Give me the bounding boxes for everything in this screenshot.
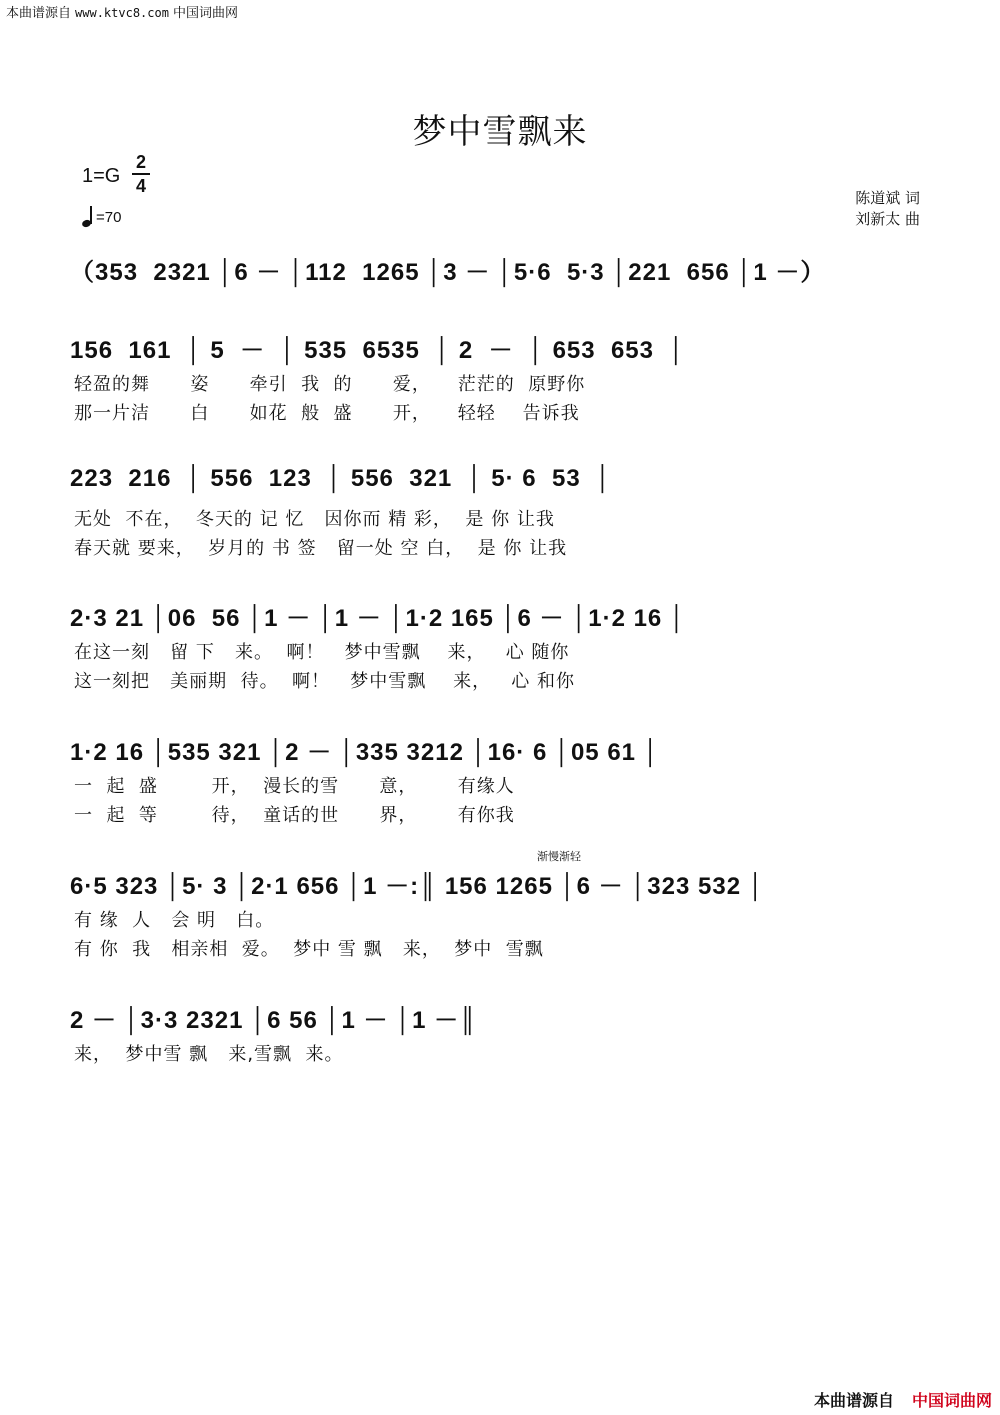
bottom-source-site[interactable]: 中国词曲网	[911, 1391, 992, 1410]
lyric-verse-1: 无处 不在， 冬天的 记 忆 因你而 精 彩， 是 你 让我	[74, 509, 555, 530]
lyric-verse-1: 轻盈的舞 姿 牵引 我 的 爱， 茫茫的 原野你	[74, 374, 586, 395]
lyric-verse-2: 一 起 等 待， 童话的世 界， 有你我	[74, 805, 515, 826]
tempo-value: =70	[96, 209, 122, 226]
meter-bottom: 4	[135, 176, 146, 196]
notation-line: 2·3 21 │06 56 │1 － │1 － │1·2 165 │6 － │1·2 16 │	[70, 605, 686, 632]
source-site: 中国词曲网	[172, 6, 238, 21]
notation-line: 2 － │3·3 2321 │6 56 │1 － │1 －║	[70, 1007, 478, 1034]
composer: 刘新太 曲	[855, 210, 920, 228]
bottom-source-banner	[814, 1388, 992, 1411]
notation-line: 223 216 │ 556 123 │ 556 321 │ 5· 6 53 │	[70, 465, 612, 492]
song-title: 梦中雪飘来	[412, 112, 588, 152]
lyric-verse-2: 有 你 我 相亲相 爱。 梦中 雪 飘 来， 梦中 雪飘	[74, 939, 544, 960]
quarter-note-icon	[82, 205, 96, 227]
meter-top: 2	[135, 152, 146, 172]
bottom-source-text: 本曲谱源自	[813, 1391, 894, 1410]
source-text: 本曲谱源自	[6, 6, 72, 21]
notation-line: 6·5 323 │5· 3 │2·1 656 │1 －:║ 156 1265 │6 － │323 532 │	[70, 873, 765, 900]
tempo-mark	[82, 205, 121, 227]
source-banner	[6, 2, 238, 21]
source-url[interactable]: www.ktvc8.com	[75, 6, 169, 20]
lyric-verse-2: 这一刻把 美丽期 待。 啊！ 梦中雪飘 来， 心 和你	[74, 671, 575, 692]
key-signature: 1=G	[82, 165, 121, 187]
notation-line: 156 161 │ 5 － │ 535 6535 │ 2 － │ 653 653 │	[70, 337, 686, 364]
lyric-verse-1: 有 缘 人 会 明 白。	[74, 910, 275, 931]
expression-mark: 渐慢渐轻	[537, 850, 581, 863]
time-signature	[132, 152, 150, 196]
meter-bar	[132, 173, 150, 175]
notation-line: 1·2 16 │535 321 │2 － │335 3212 │16· 6 │05 61 │	[70, 739, 660, 766]
lyric-verse-1: 来， 梦中雪 飘 来,雪飘 来。	[74, 1044, 344, 1065]
lyric-verse-2: 那一片洁 白 如花 般 盛 开， 轻轻 告诉我	[74, 403, 580, 424]
notation-line: （353 2321 │6 － │112 1265 │3 － │5·6 5·3 │221 656 │1 －）	[70, 259, 826, 286]
lyric-verse-1: 在这一刻 留 下 来。 啊！ 梦中雪飘 来， 心 随你	[74, 642, 570, 663]
lyric-verse-1: 一 起 盛 开， 漫长的雪 意， 有缘人	[74, 776, 515, 797]
lyric-verse-2: 春天就 要来， 岁月的 书 签 留一处 空 白， 是 你 让我	[74, 538, 568, 559]
credits	[855, 188, 920, 230]
lyricist: 陈道斌 词	[855, 189, 920, 207]
